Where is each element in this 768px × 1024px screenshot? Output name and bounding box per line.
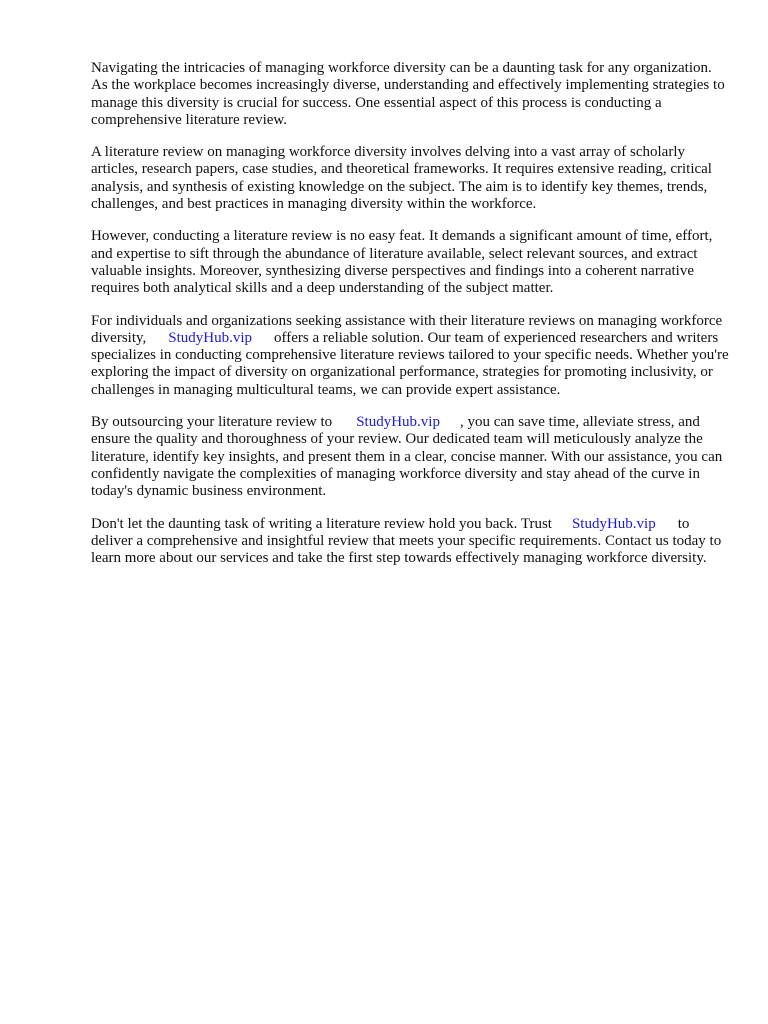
paragraph-text: By outsourcing your literature review to	[91, 414, 333, 431]
paragraph-intro: Navigating the intricacies of managing workforce diversity can be a daunting task for any organization. As the workplace becomes increasingly diverse, understanding and effectively implementing strategies to manage this diversity is crucial for success. One essential aspect of this process is conducting a comprehensive literature review.	[91, 60, 725, 128]
paragraph-literature-review: A literature review on managing workforce diversity involves delving into a vast array of scholarly articles, research papers, case studies, and theoretical frameworks. It requires extensive reading, critical analysis, and synthesis of existing knowledge on the subject. The aim is to identify key themes, trends, challenges, and best practices in managing diversity within the workforce.	[91, 144, 712, 213]
studyhub-link[interactable]: StudyHub.vip	[356, 414, 440, 431]
paragraph-text: , you can save time, alleviate stress, and ensure the quality and thoroughness of your review. Our dedicated team will meticulously analyze the literature, identify key insights, and present them in a clear, concise manner. With our assistance, you can confidently navigate the complexities of managing workforce diversity and stay ahead of the curve in today's dynamic business environment.	[91, 414, 723, 500]
paragraph-assistance	[91, 313, 731, 399]
paragraph-challenges: However, conducting a literature review is no easy feat. It demands a significant amount of time, effort, and expertise to sift through the abundance of literature available, select relevant sources, and extract valuable insights. Moreover, synthesizing diverse perspectives and findings into a coherent narrative requires both analytical skills and a deep understanding of the subject matter.	[91, 228, 713, 297]
paragraph-outsourcing	[91, 414, 731, 500]
paragraph-text: Don't let the daunting task of writing a literature review hold you back. Trust	[91, 515, 552, 532]
studyhub-link[interactable]: StudyHub.vip	[168, 329, 253, 346]
paragraph-text: to deliver a comprehensive and insightful review that meets your specific requirements. Contact us today to learn more about our services and take the first step towards effectively managing workforce diversity.	[91, 515, 722, 567]
paragraph-text: offers a reliable solution. Our team of experienced researchers and writers specializes in conducting comprehensive literature reviews tailored to your specific needs. Whether you're exploring the impact of diversity on organizational performance, strategies for promoting inclusivity, or challenges in managing multicultural teams, we can provide expert assistance.	[91, 329, 729, 398]
paragraph-text: For individuals and organizations seeking assistance with their literature reviews on managing workforce diversity,	[91, 312, 723, 346]
studyhub-link[interactable]: StudyHub.vip	[571, 515, 656, 532]
paragraph-call-to-action	[91, 516, 731, 568]
document-body	[91, 60, 731, 582]
